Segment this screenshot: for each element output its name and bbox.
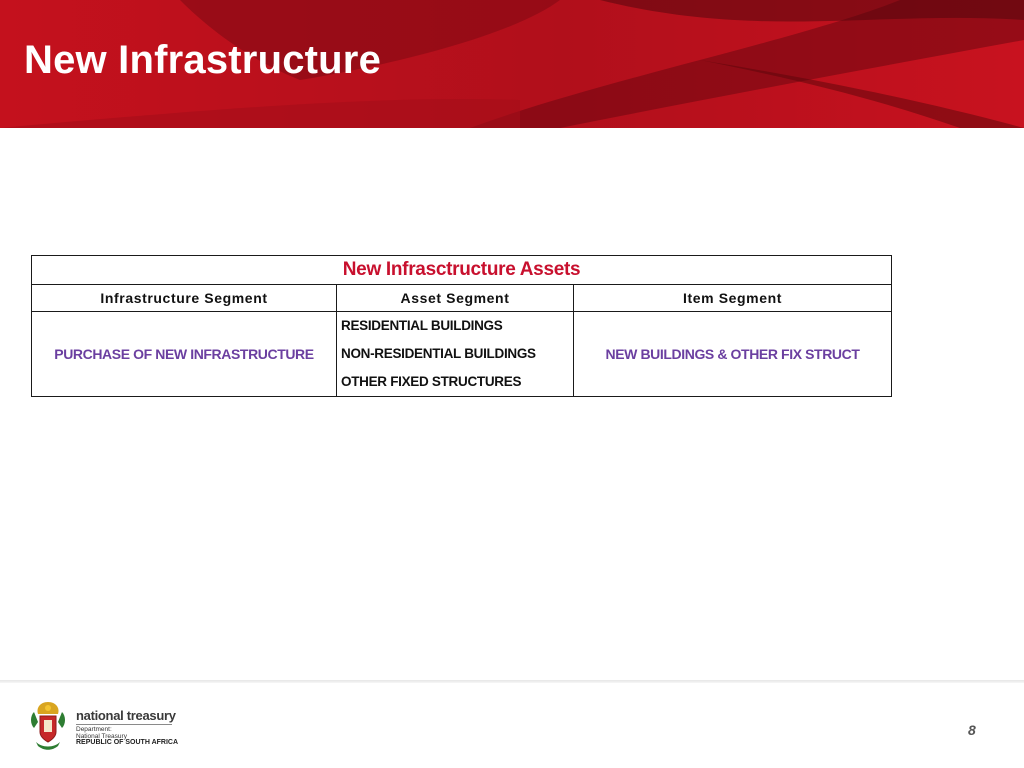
logo-name: national treasury — [76, 708, 176, 723]
logo-sub: National Treasury — [76, 733, 127, 740]
header-asset-segment: Asset Segment — [337, 285, 574, 312]
asset-item-non-residential: NON-RESIDENTIAL BUILDINGS — [341, 346, 536, 361]
logo-country: REPUBLIC OF SOUTH AFRICA — [76, 739, 179, 746]
header-item-segment: Item Segment — [574, 285, 892, 312]
slide-title: New Infrastructure — [24, 38, 382, 82]
header-banner — [0, 0, 1024, 128]
footer-divider — [0, 680, 1024, 683]
infrastructure-segment-cell: PURCHASE OF NEW INFRASTRUCTURE — [32, 312, 337, 397]
national-treasury-logo — [28, 698, 188, 754]
page-number: 8 — [968, 722, 976, 738]
logo-department: Department: — [76, 726, 112, 733]
header-infrastructure-segment: Infrastructure Segment — [32, 285, 337, 312]
coat-of-arms-icon — [28, 698, 68, 754]
table-row — [32, 312, 892, 397]
assets-table-container — [31, 255, 891, 397]
item-segment-cell: NEW BUILDINGS & OTHER FIX STRUCT — [574, 312, 892, 397]
asset-item-other-fixed: OTHER FIXED STRUCTURES — [341, 374, 522, 389]
asset-item-residential: RESIDENTIAL BUILDINGS — [341, 318, 503, 333]
logo-divider — [76, 724, 172, 725]
asset-segment-cell — [337, 312, 574, 397]
table-caption: New Infrasctructure Assets — [32, 256, 892, 285]
assets-table — [31, 255, 892, 397]
